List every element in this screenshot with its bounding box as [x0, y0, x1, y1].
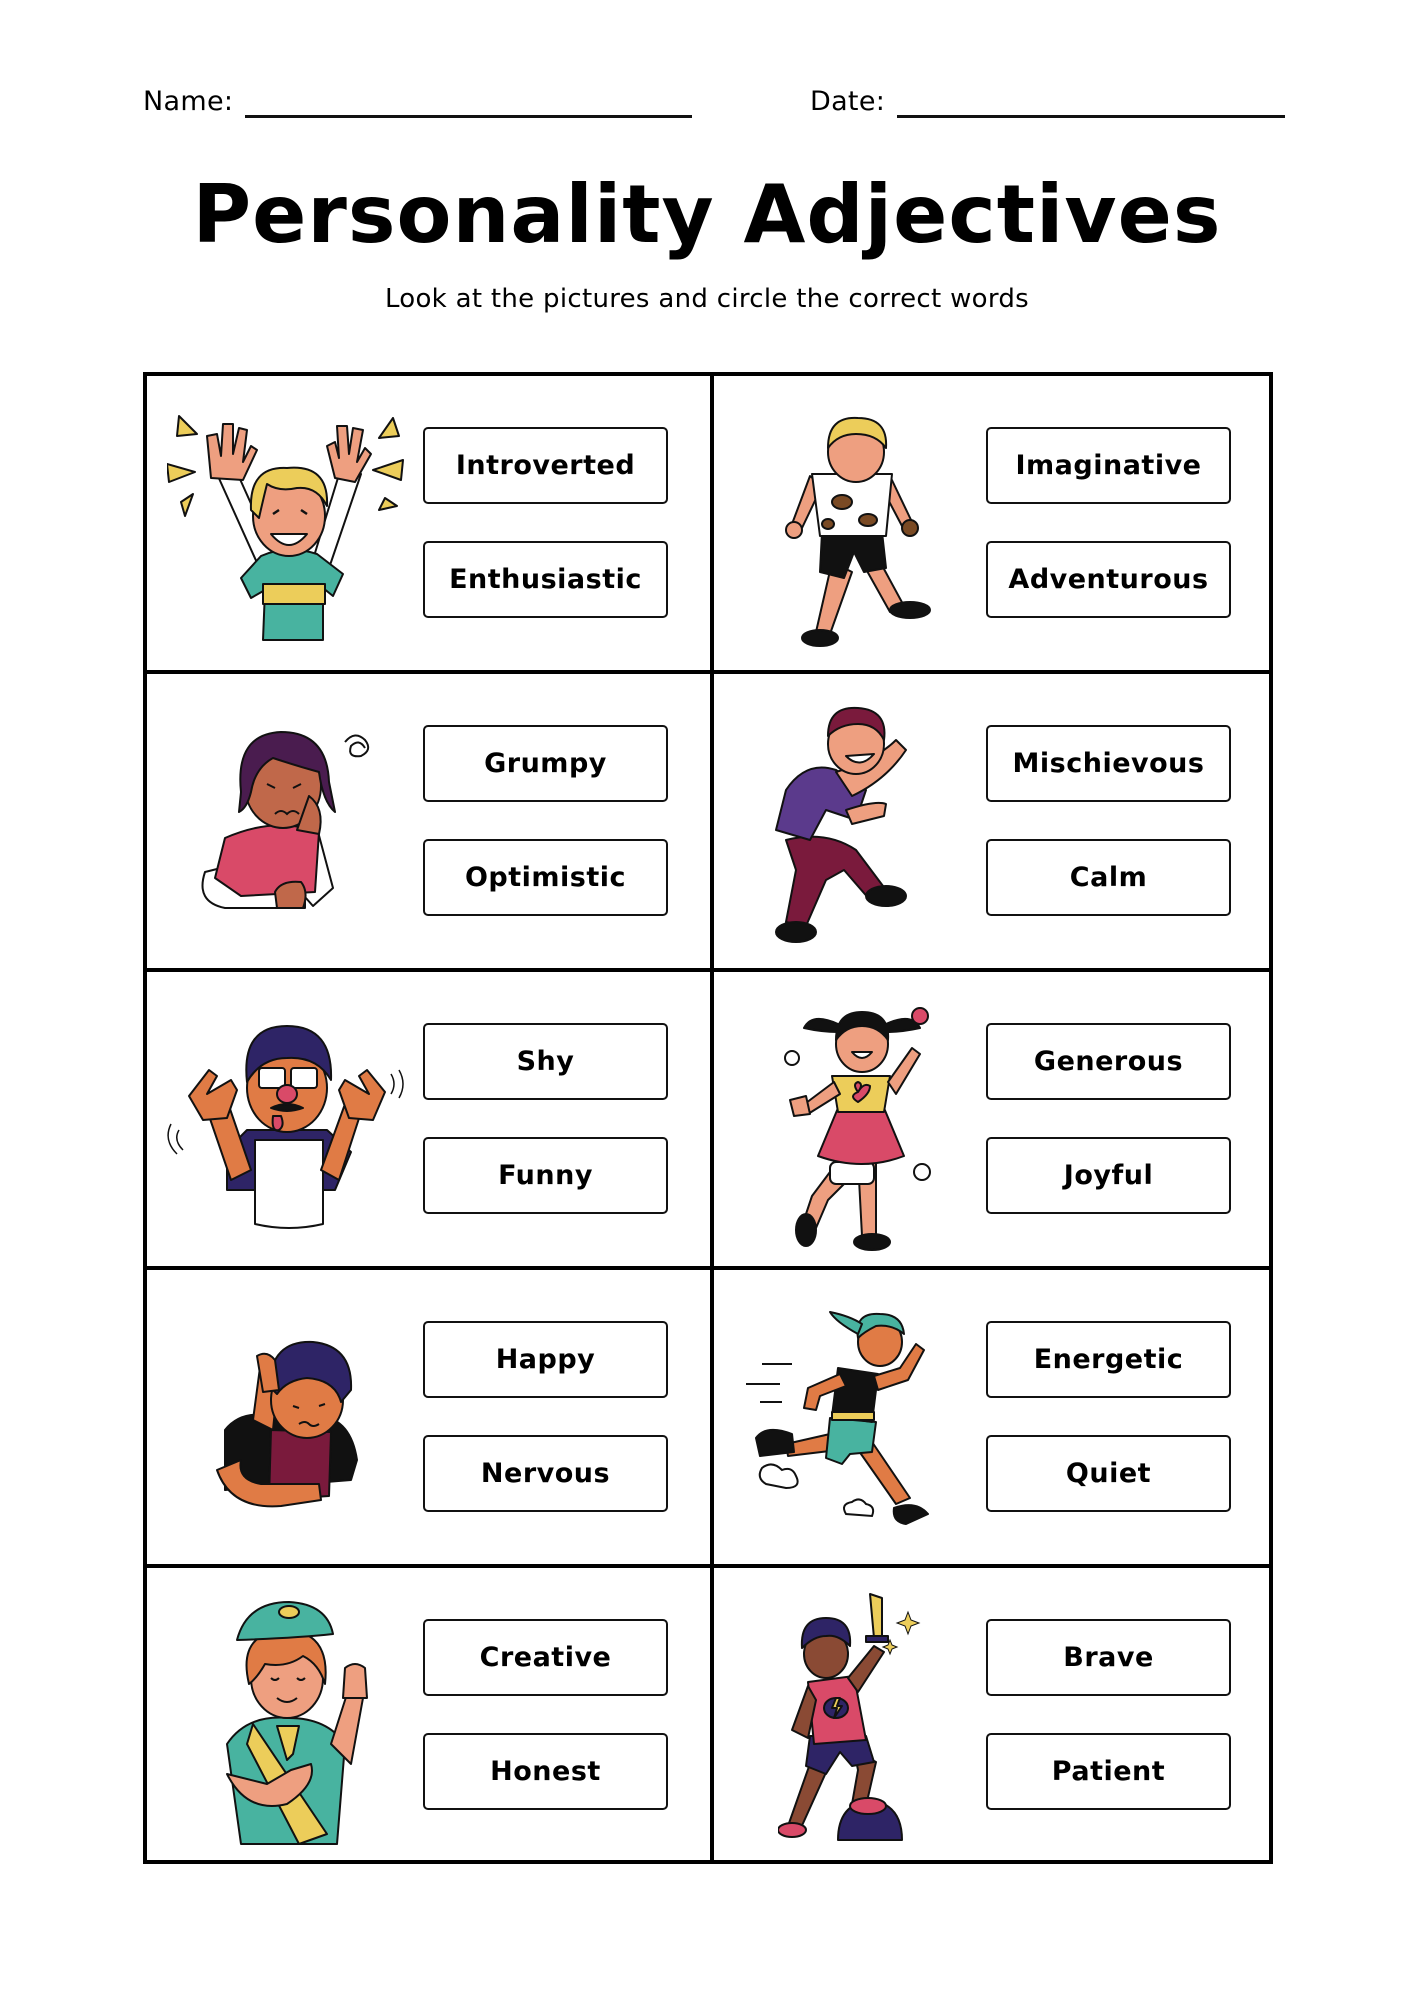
- exercise-cell-10: [712, 1568, 1275, 1866]
- option-box[interactable]: Creative: [423, 1619, 668, 1696]
- muddy-boy-illustration: [772, 412, 952, 652]
- name-field[interactable]: [245, 115, 692, 118]
- grumpy-girl-illustration: [185, 712, 395, 922]
- option-box[interactable]: Energetic: [986, 1321, 1231, 1398]
- exercise-cell-4: [712, 674, 1275, 972]
- exercise-cell-8: [712, 1270, 1275, 1568]
- running-girl-illustration: [746, 1304, 966, 1544]
- page-title: Personality Adjectives: [192, 168, 1222, 261]
- option-box[interactable]: Brave: [986, 1619, 1231, 1696]
- option-box[interactable]: Quiet: [986, 1435, 1231, 1512]
- date-label: Date:: [810, 86, 886, 117]
- exercise-cell-1: [147, 376, 710, 674]
- nervous-boy-illustration: [201, 1320, 381, 1520]
- option-box[interactable]: Honest: [423, 1733, 668, 1810]
- exercise-cell-6: [712, 972, 1275, 1270]
- option-box[interactable]: Nervous: [423, 1435, 668, 1512]
- exercise-cell-7: [147, 1270, 710, 1568]
- option-box[interactable]: Adventurous: [986, 541, 1231, 618]
- exercise-cell-9: [147, 1568, 710, 1866]
- date-field[interactable]: [897, 115, 1285, 118]
- exercise-cell-2: [712, 376, 1275, 674]
- scout-girl-illustration: [207, 1594, 377, 1854]
- exercise-cell-5: [147, 972, 710, 1270]
- option-box[interactable]: Imaginative: [986, 427, 1231, 504]
- mischievous-boy-illustration: [766, 700, 966, 950]
- instructions: Look at the pictures and circle the correct words: [384, 284, 1030, 314]
- option-box[interactable]: Generous: [986, 1023, 1231, 1100]
- option-box[interactable]: Joyful: [986, 1137, 1231, 1214]
- option-box[interactable]: Optimistic: [423, 839, 668, 916]
- name-label: Name:: [143, 86, 234, 117]
- exercise-cell-3: [147, 674, 710, 972]
- joyful-girl-illustration: [772, 996, 952, 1256]
- option-box[interactable]: Introverted: [423, 427, 668, 504]
- brave-boy-illustration: [778, 1590, 938, 1850]
- cheering-boy-illustration: [167, 406, 407, 646]
- option-box[interactable]: Grumpy: [423, 725, 668, 802]
- option-box[interactable]: Funny: [423, 1137, 668, 1214]
- option-box[interactable]: Shy: [423, 1023, 668, 1100]
- option-box[interactable]: Enthusiastic: [423, 541, 668, 618]
- option-box[interactable]: Calm: [986, 839, 1231, 916]
- option-box[interactable]: Patient: [986, 1733, 1231, 1810]
- option-box[interactable]: Mischievous: [986, 725, 1231, 802]
- option-box[interactable]: Happy: [423, 1321, 668, 1398]
- funny-boy-illustration: [167, 1010, 407, 1240]
